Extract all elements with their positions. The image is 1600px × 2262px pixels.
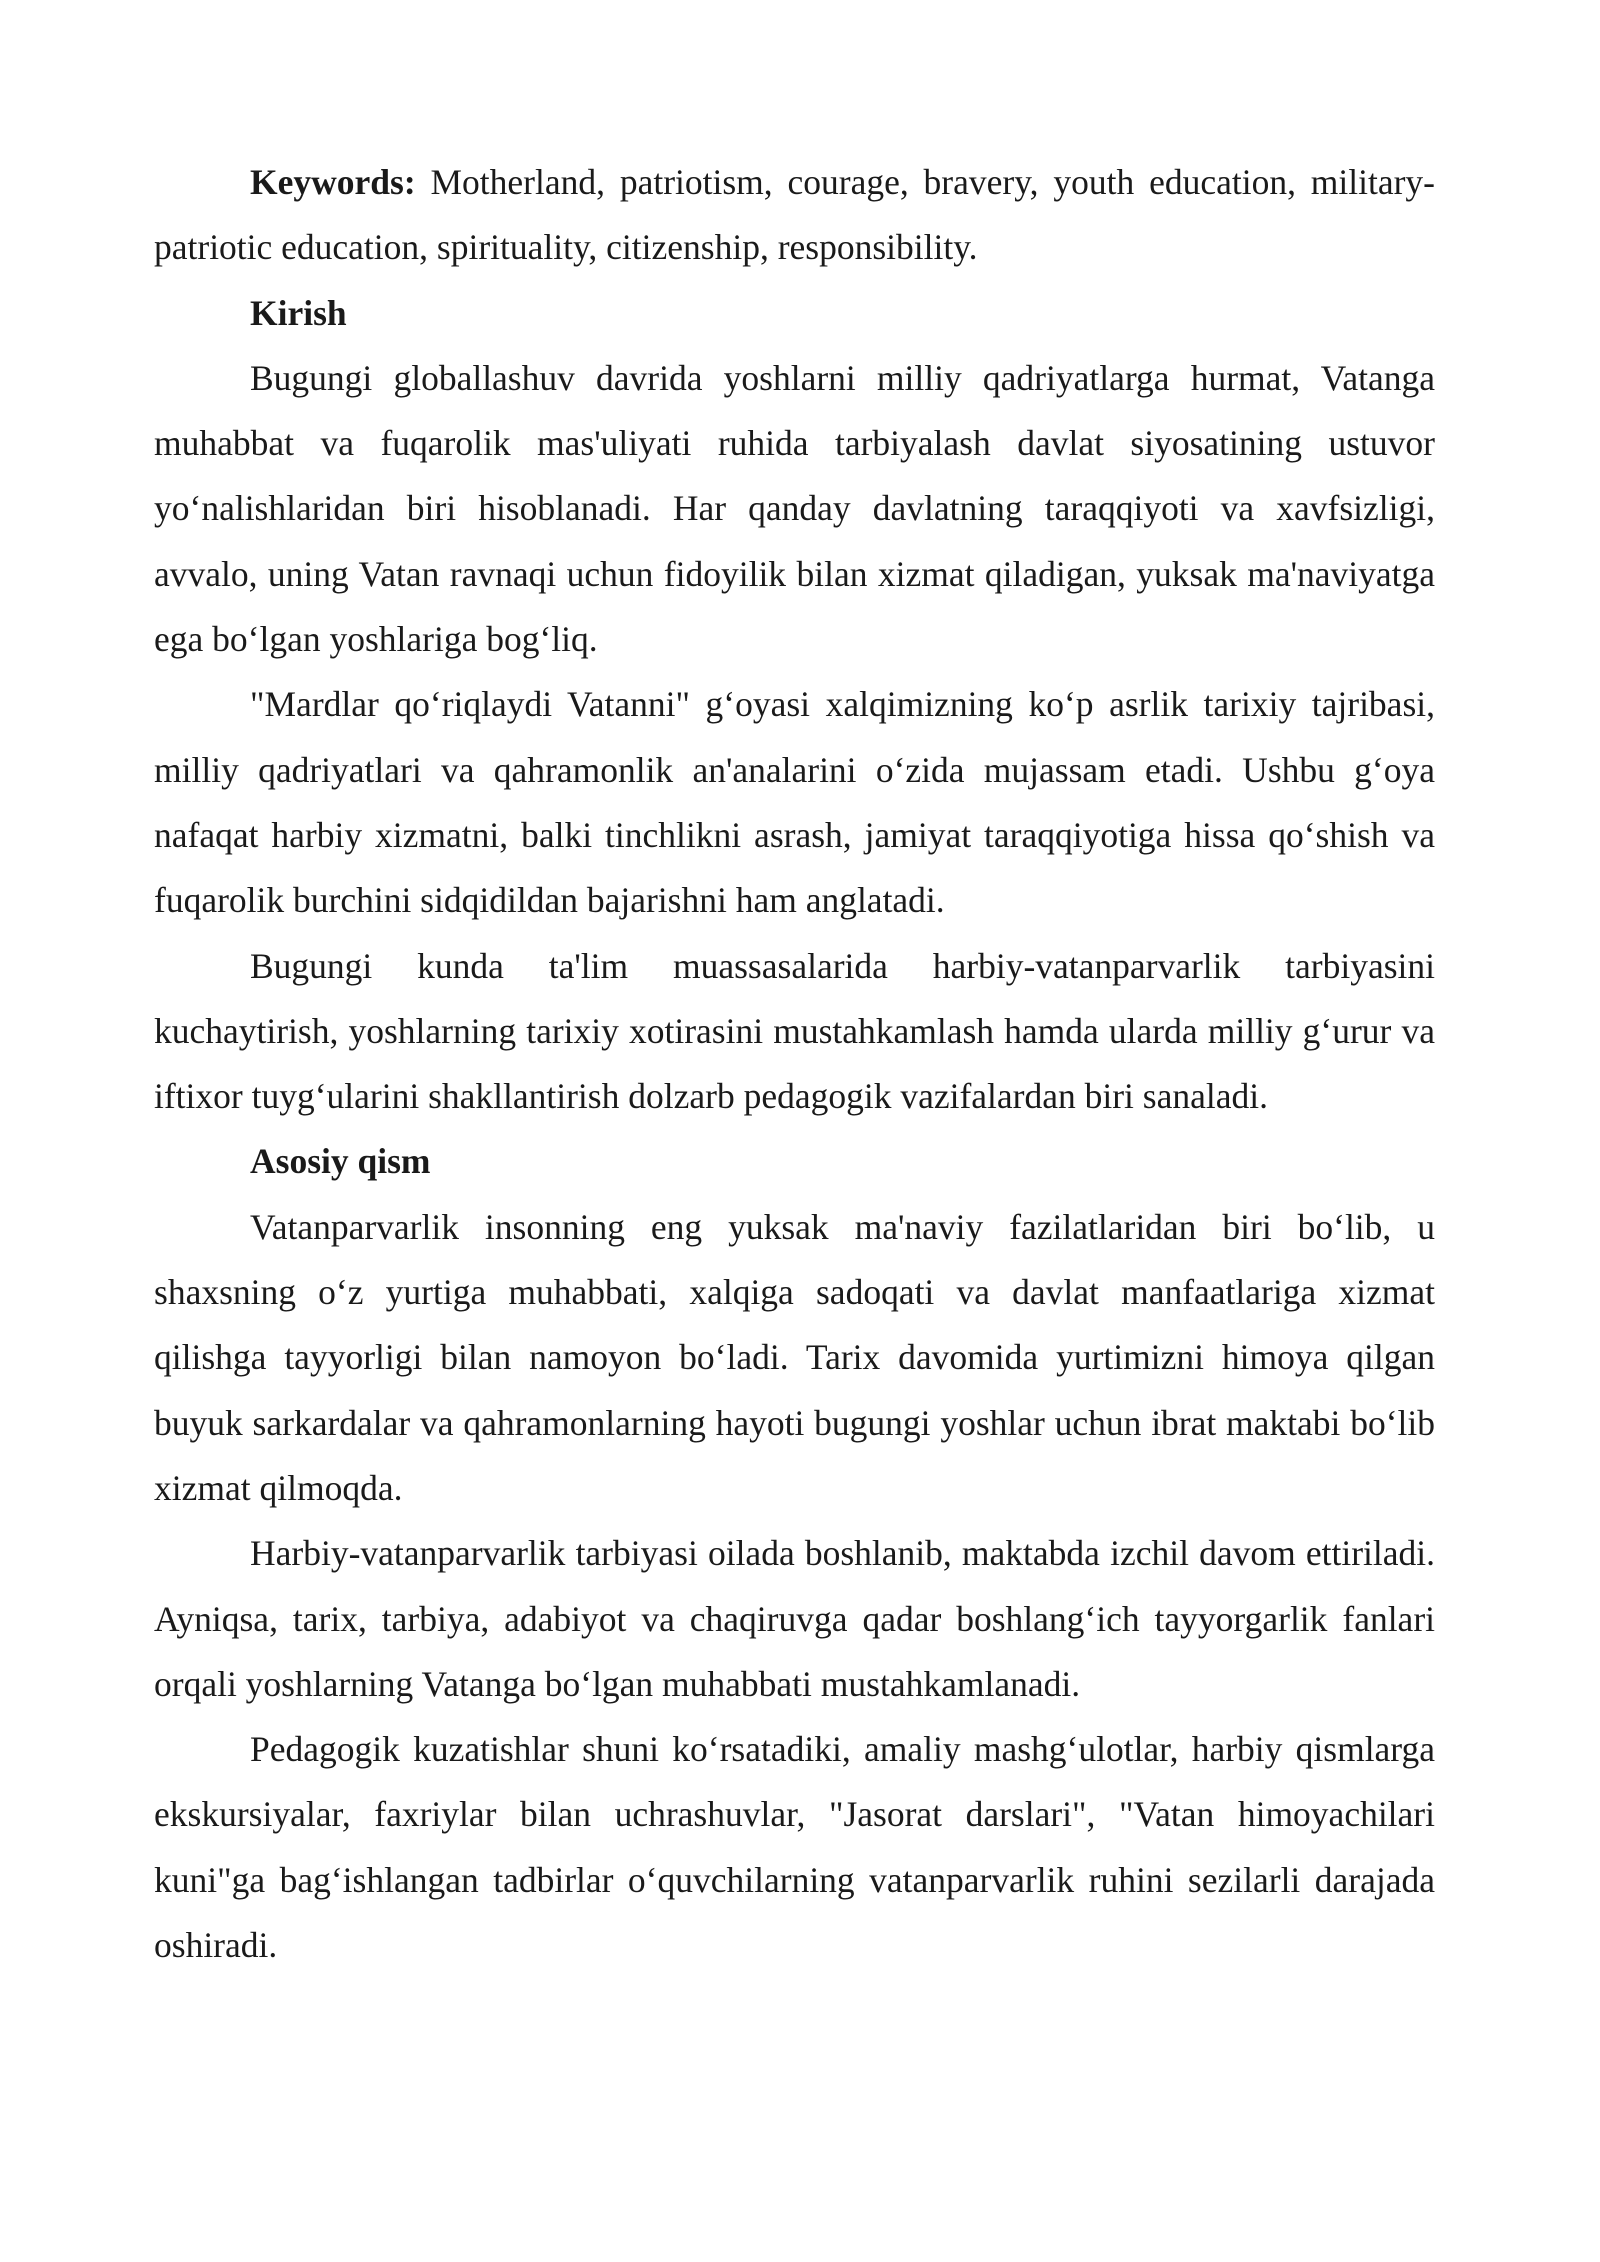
intro-paragraph-1: Bugungi globallashuv davrida yoshlarni milliy qadriyatlarga hurmat, Vatanga muhabbat va fuqarolik mas'uliyati ruhida tarbiyalash davlat siyosatining ustuvor yo‘nalishlaridan biri hisoblanadi. Har qanday davlatning taraqqiyoti va xavfsizligi, avvalo, uning Vatan ravnaqi uchun fidoyilik bilan xizmat qiladigan, yuksak ma'naviyatga ega bo‘lgan yoshlariga bog‘liq. — [154, 357, 1435, 660]
keywords-label: Keywords: — [250, 162, 416, 202]
keywords-text: Motherland, patriotism, courage, bravery, youth education, military-patriotic education, spirituality, citizenship, responsibility. — [154, 162, 1435, 268]
main-paragraph-3: Pedagogik kuzatishlar shuni ko‘rsatadiki, amaliy mashg‘ulotlar, harbiy qismlarga ekskursiyalar, faxriylar bilan uchrashuvlar, "Jasorat darslari", "Vatan himoyachilari kuni"ga bag‘ishlangan tadbirlar o‘quvchilarning vatanparvarlik ruhini sezilarli darajada oshiradi. — [154, 1729, 1435, 1966]
main-paragraph-2: Harbiy-vatanparvarlik tarbiyasi oilada boshlanib, maktabda izchil davom ettiriladi. Ayniqsa, tarix, tarbiya, adabiyot va chaqiruvga qadar boshlang‘ich tayyorgarlik fanlari orqali yoshlarning Vatanga bo‘lgan muhabbati mustahkamlanadi. — [154, 1533, 1435, 1704]
intro-paragraph-2: "Mardlar qo‘riqlaydi Vatanni" g‘oyasi xalqimizning ko‘p asrlik tarixiy tajribasi, milliy qadriyatlari va qahramonlik an'analarini o‘zida mujassam etadi. Ushbu g‘oya nafaqat harbiy xizmatni, balki tinchlikni asrash, jamiyat taraqqiyotiga hissa qo‘shish va fuqarolik burchini sidqidildan bajarishni ham anglatadi. — [154, 684, 1435, 921]
main-paragraph-1: Vatanparvarlik insonning eng yuksak ma'naviy fazilatlaridan biri bo‘lib, u shaxsning o‘z yurtiga muhabbati, xalqiga sadoqati va davlat manfaatlariga xizmat qilishga tayyorligi bilan namoyon bo‘ladi. Tarix davomida yurtimizni himoya qilgan buyuk sarkardalar va qahramonlarning hayoti bugungi yoshlar uchun ibrat maktabi bo‘lib xizmat qilmoqda. — [154, 1206, 1435, 1508]
section-heading-intro: Kirish — [250, 292, 347, 333]
intro-paragraph-3: Bugungi kunda ta'lim muassasalarida harbiy-vatanparvarlik tarbiyasini kuchaytirish, yoshlarning tarixiy xotirasini mustahkamlash hamda ularda milliy g‘urur va iftixor tuyg‘ularini shakllantirish dolzarb pedagogik vazifalardan biri sanaladi. — [154, 945, 1435, 1117]
keywords-paragraph — [154, 150, 1435, 281]
section-heading-main: Asosiy qism — [250, 1141, 431, 1182]
